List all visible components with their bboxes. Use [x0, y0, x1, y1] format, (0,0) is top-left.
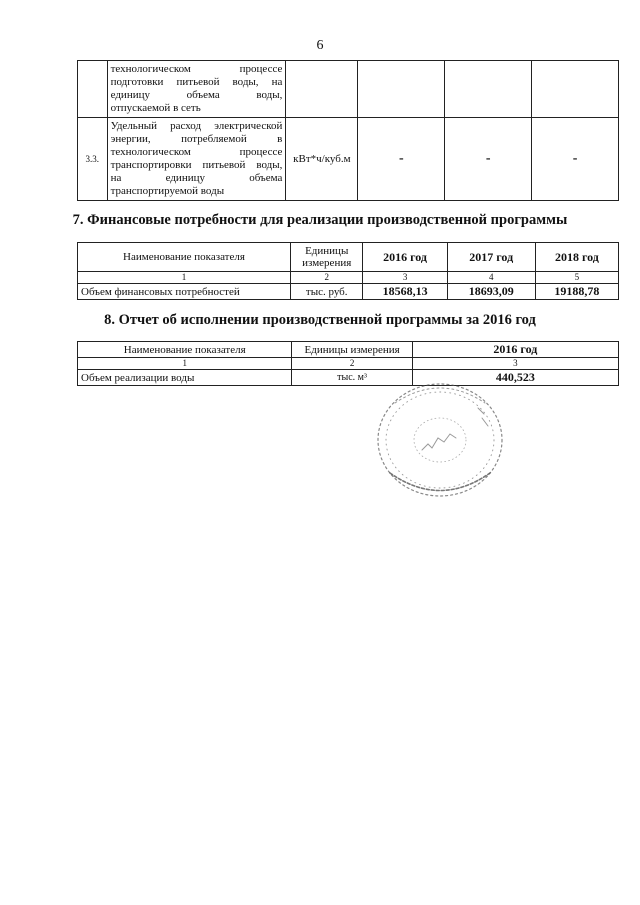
value-2017: - — [445, 118, 532, 201]
index-cell: 2 — [290, 272, 363, 284]
row-number: 3.3. — [78, 118, 108, 201]
indicator-name-line: на единицу объема — [110, 172, 283, 184]
indicator-name-line: единицу объема воды, — [110, 89, 283, 101]
header-unit: Единицы измерения — [290, 243, 363, 272]
table-row — [78, 61, 619, 118]
value-2016: 440,523 — [412, 370, 618, 386]
unit-cell: тыс. м³ — [292, 370, 412, 386]
indicator-name — [107, 61, 286, 118]
value-2017 — [445, 61, 532, 118]
header-name: Наименование показателя — [78, 243, 291, 272]
indicator-name-line: подготовки питьевой воды, на — [110, 76, 283, 88]
index-row — [78, 358, 619, 370]
indicator-name-line: энергии, потребляемой в — [110, 133, 283, 145]
financial-needs-table — [77, 242, 619, 300]
page-number: 6 — [316, 38, 324, 53]
indicator-name-line: транспортируемой воды — [110, 185, 225, 197]
header-2016: 2016 год — [363, 243, 447, 272]
header-unit: Единицы измерения — [292, 342, 412, 358]
value-2016: - — [358, 118, 445, 201]
index-cell: 5 — [535, 272, 618, 284]
index-cell: 1 — [78, 358, 292, 370]
indicator-name — [107, 118, 286, 201]
index-cell: 2 — [292, 358, 412, 370]
index-cell: 1 — [78, 272, 291, 284]
value-2017: 18693,09 — [447, 284, 535, 300]
value-2018: 19188,78 — [535, 284, 618, 300]
index-cell: 3 — [412, 358, 618, 370]
header-name: Наименование показателя — [78, 342, 292, 358]
indicator-name-line: Удельный расход электрической — [110, 120, 283, 132]
indicator-name-line: отпускаемой в сеть — [110, 102, 201, 114]
official-stamp-icon — [370, 378, 510, 503]
index-row — [78, 272, 619, 284]
value-2016 — [358, 61, 445, 118]
value-2018 — [532, 61, 619, 118]
header-2017: 2017 год — [447, 243, 535, 272]
program-report-table — [77, 341, 619, 386]
row-number — [78, 61, 108, 118]
indicator-name: Объем финансовых потребностей — [78, 284, 291, 300]
unit-cell: кВт*ч/куб.м — [286, 118, 358, 201]
indicators-table-continued — [77, 60, 619, 201]
index-cell: 3 — [363, 272, 447, 284]
indicator-name-line: технологическом процессе — [110, 146, 283, 158]
value-2016: 18568,13 — [363, 284, 447, 300]
indicator-name-line: транспортировки питьевой воды, — [110, 159, 283, 171]
header-2016: 2016 год — [412, 342, 618, 358]
table-row — [78, 284, 619, 300]
unit-cell: тыс. руб. — [290, 284, 363, 300]
indicator-name: Объем реализации воды — [78, 370, 292, 386]
header-2018: 2018 год — [535, 243, 618, 272]
unit-cell — [286, 61, 358, 118]
header-row — [78, 342, 619, 358]
index-cell: 4 — [447, 272, 535, 284]
table-row — [78, 370, 619, 386]
table-row — [78, 118, 619, 201]
section-7-heading: 7. Финансовые потребности для реализации производственной программы — [72, 212, 568, 228]
value-2018: - — [532, 118, 619, 201]
section-8-heading: 8. Отчет об исполнении производственной программы за 2016 год — [104, 312, 536, 328]
indicator-name-line: технологическом процессе — [110, 63, 283, 75]
header-row — [78, 243, 619, 272]
